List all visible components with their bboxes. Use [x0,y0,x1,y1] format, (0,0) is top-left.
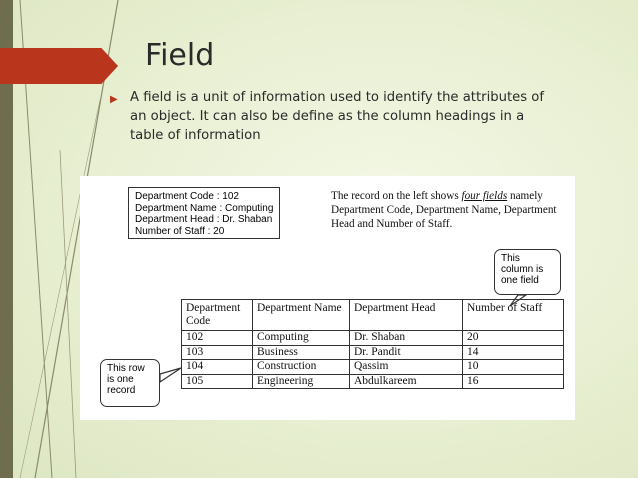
cell-code: 105 [182,374,253,389]
department-table [181,299,564,389]
header-num-staff: Number of Staff [463,300,564,331]
arrow-bullet-icon: ▶ [110,94,118,105]
row-record-callout [100,359,160,407]
cell-code: 103 [182,345,253,360]
cell-head: Dr. Pandit [350,345,463,360]
table-row [182,374,564,389]
cell-name: Engineering [253,374,350,389]
record-line-staff: Number of Staff : 20 [135,225,225,237]
bullet-text: A field is a unit of information used to identify the attributes of an object. It can also be define as the column headings in a table of information [130,90,545,143]
bullet-item [110,88,550,145]
callout-row-line2: is one [107,374,134,385]
table-row [182,360,564,375]
callout-col-line1: This [501,253,520,264]
callout-col-line3: one field [501,275,539,286]
cell-name: Construction [253,360,350,375]
column-field-callout [494,249,561,295]
cell-code: 104 [182,360,253,375]
callout-col-line2: column is [501,264,544,275]
cell-staff: 16 [463,374,564,389]
slide-title: Field [145,38,215,73]
header-dept-code: Department Code [182,300,253,331]
title-accent-arrow [0,48,118,84]
table-row [182,345,564,360]
caption-part2: namely Department Code, Department Name, Department Head and Number of Staff. [331,190,557,230]
header-dept-name: Department Name [253,300,350,331]
cell-staff: 14 [463,345,564,360]
cell-staff: 10 [463,360,564,375]
cell-head: Abdulkareem [350,374,463,389]
table-row [182,331,564,346]
cell-name: Business [253,345,350,360]
callout-row-line3: record [107,385,136,396]
cell-head: Dr. Shaban [350,331,463,346]
record-line-code: Department Code : 102 [135,191,239,202]
cell-staff: 20 [463,331,564,346]
table-header-row [182,300,564,331]
record-line-head: Department Head : Dr. Shaban [135,214,273,225]
callout-row-line1: This row [107,363,145,374]
header-dept-head: Department Head [350,300,463,331]
record-line-name: Department Name : Computing [135,202,274,214]
caption-part1: The record on the left shows [331,190,462,202]
field-example-figure [80,176,575,420]
cell-head: Qassim [350,360,463,375]
cell-code: 102 [182,331,253,346]
cell-name: Computing [253,331,350,346]
caption-emphasis: four fields [461,190,508,202]
